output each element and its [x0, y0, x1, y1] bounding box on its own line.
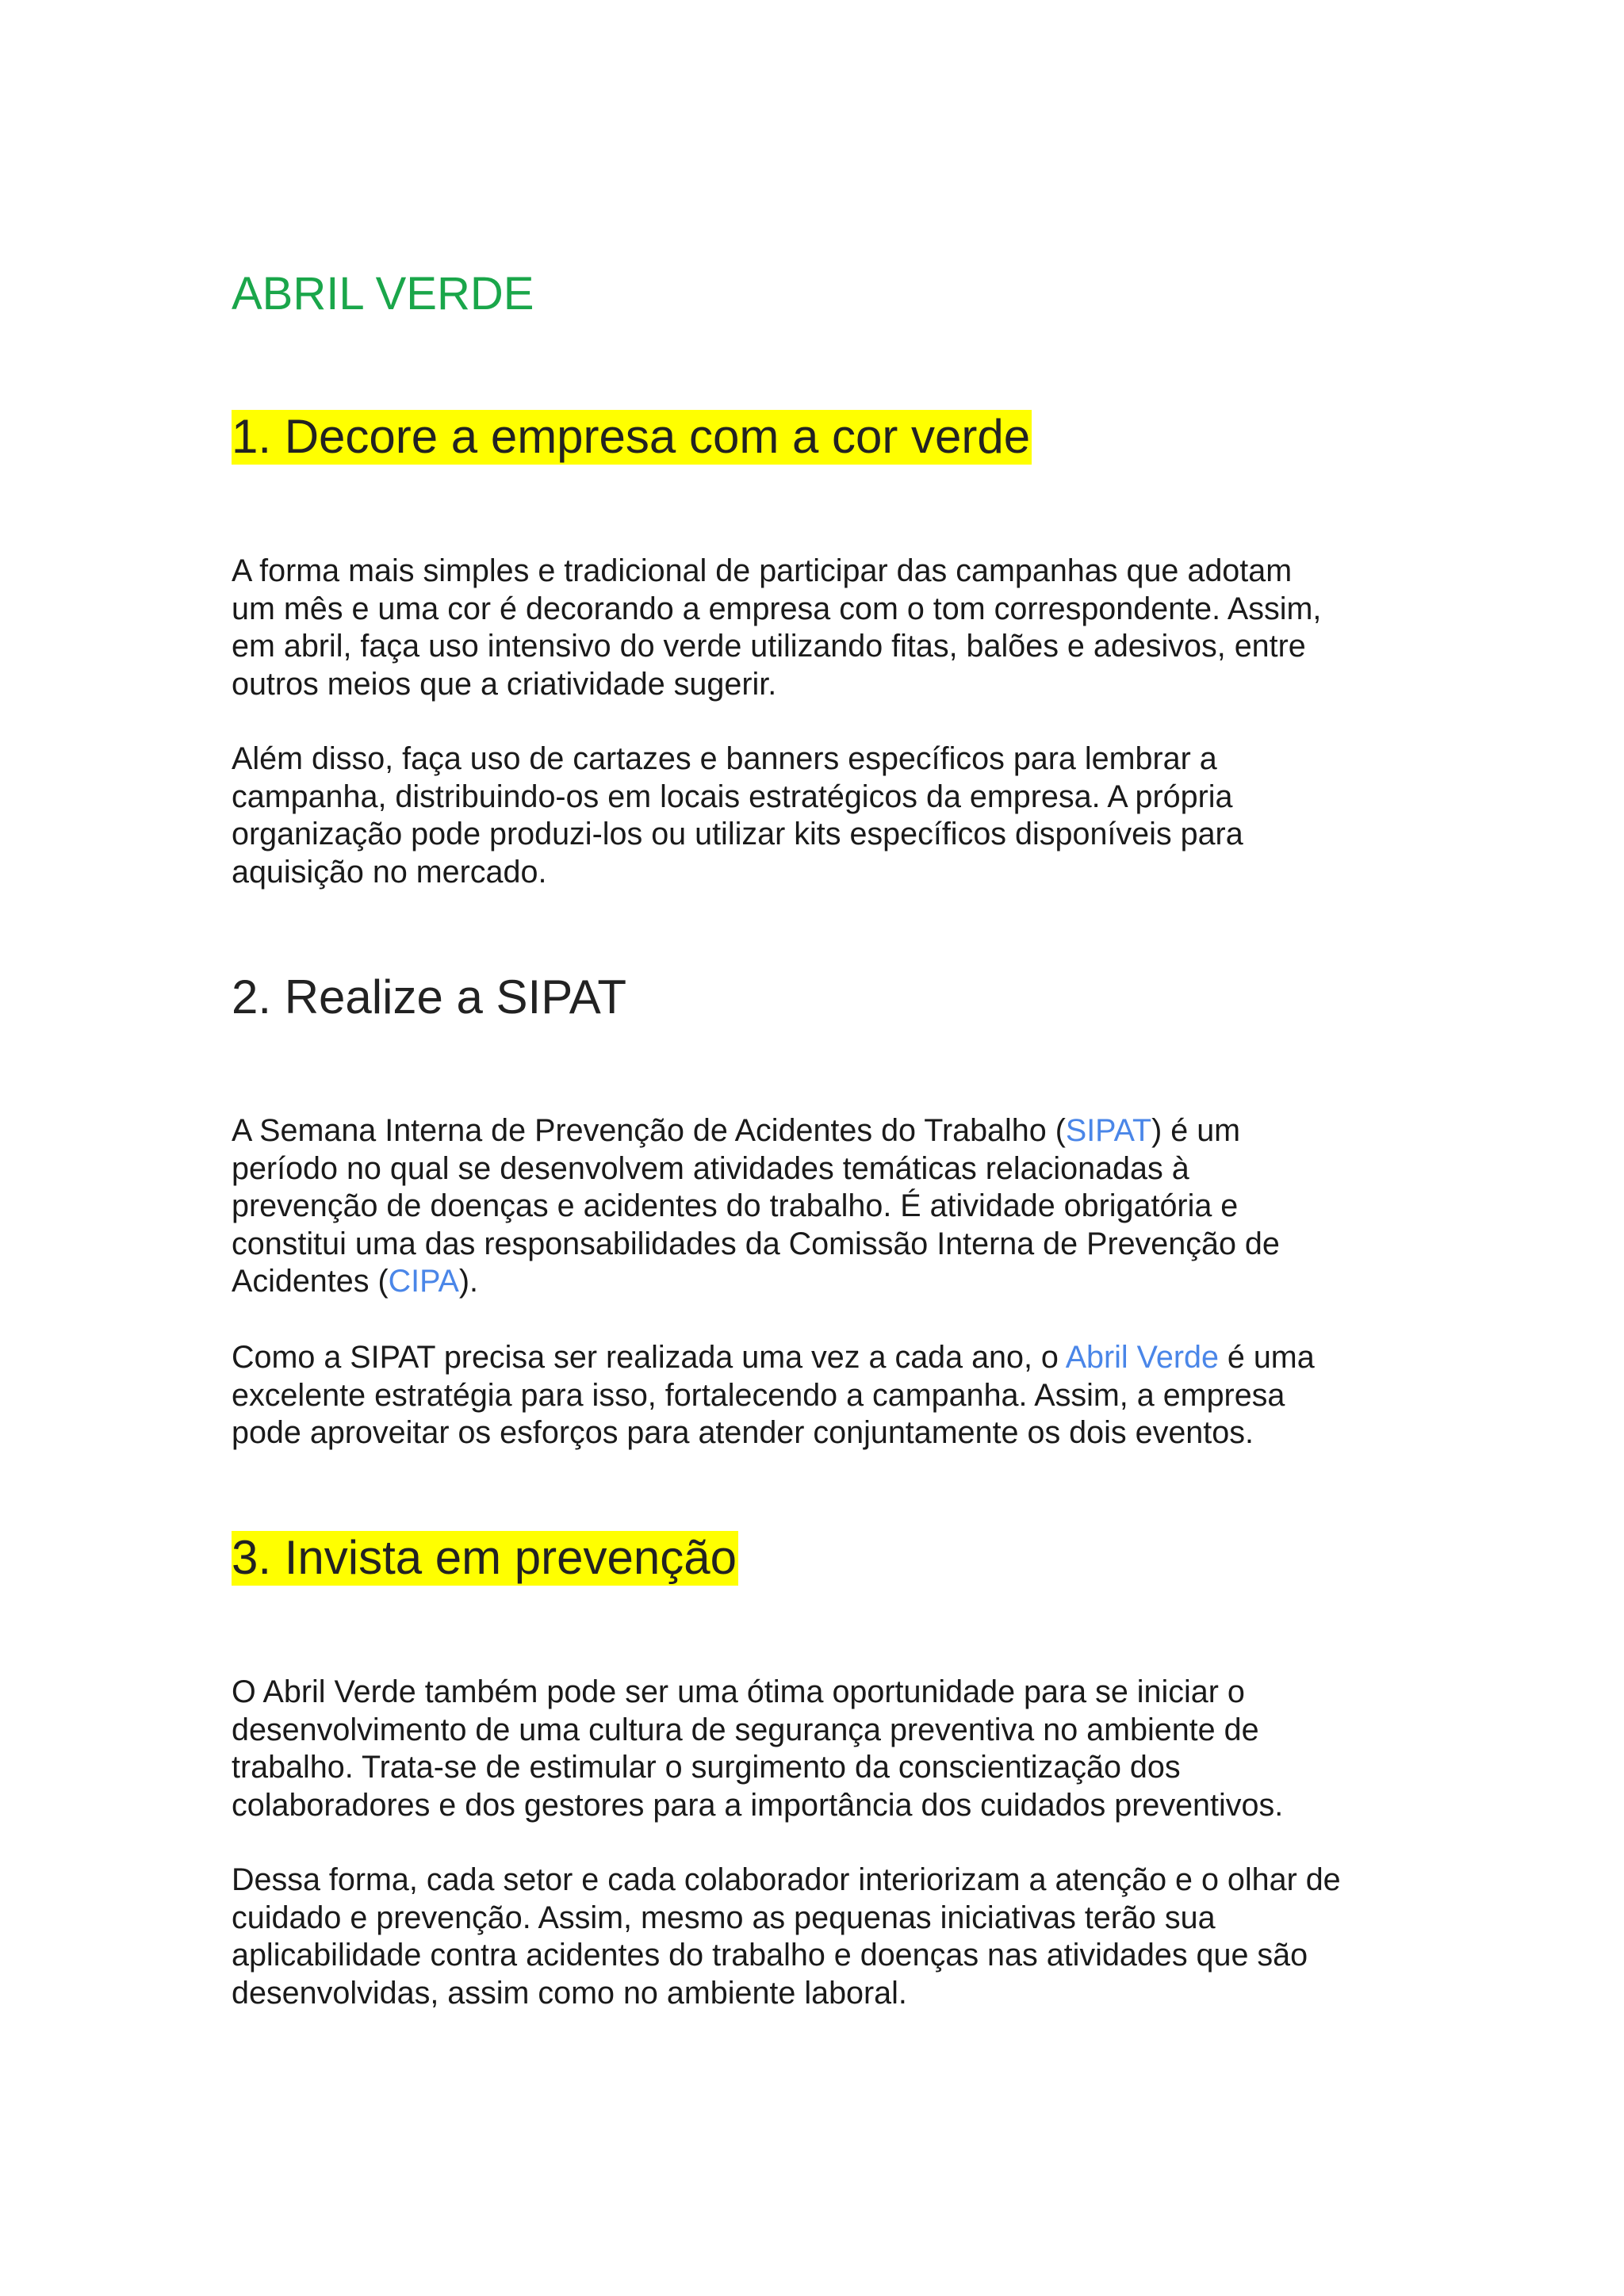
paragraph-line: [232, 1112, 1405, 1150]
paragraph-line: aquisição no mercado.: [232, 854, 547, 890]
text-run: Como a SIPAT precisa ser realizada uma vez a cada ano, o: [232, 1340, 1066, 1375]
document-title: ABRIL VERDE: [232, 268, 534, 320]
section-2-paragraph-1: [232, 1112, 1405, 1301]
paragraph-line: período no qual se desenvolvem atividades temáticas relacionadas à: [232, 1150, 1189, 1186]
paragraph-line: desenvolvimento de uma cultura de segurança preventiva no ambiente de: [232, 1712, 1259, 1747]
text-run: ) é um: [1151, 1113, 1241, 1148]
abril-verde-link[interactable]: Abril Verde: [1065, 1340, 1219, 1375]
paragraph-line: outros meios que a criatividade sugerir.: [232, 666, 777, 702]
section-heading-2: 2. Realize a SIPAT: [232, 970, 626, 1024]
paragraph-line: campanha, distribuindo-os em locais estratégicos da empresa. A própria: [232, 779, 1233, 814]
text-run: A Semana Interna de Prevenção de Acidentes do Trabalho (: [232, 1113, 1066, 1148]
text-run: é uma: [1218, 1340, 1315, 1375]
paragraph-line: aplicabilidade contra acidentes do trabalho e doenças nas atividades que são: [232, 1938, 1308, 1973]
paragraph-line: Dessa forma, cada setor e cada colaborador interiorizam a atenção e o olhar de: [232, 1862, 1341, 1897]
section-heading-1: [232, 408, 1032, 465]
section-3-paragraph-2: [232, 1862, 1405, 2012]
paragraph-line: A forma mais simples e tradicional de participar das campanhas que adotam: [232, 553, 1293, 588]
section-heading-1-text: 1. Decore a empresa com a cor verde: [232, 410, 1031, 463]
section-1-paragraph-1: [232, 553, 1405, 703]
paragraph-line: desenvolvidas, assim como no ambiente laboral.: [232, 1975, 907, 2011]
section-2-paragraph-2: [232, 1339, 1405, 1452]
paragraph-line: em abril, faça uso intensivo do verde utilizando fitas, balões e adesivos, entre: [232, 629, 1306, 664]
section-3-paragraph-1: [232, 1674, 1405, 1824]
text-run: ).: [458, 1264, 479, 1299]
paragraph-line: pode aproveitar os esforços para atender conjuntamente os dois eventos.: [232, 1415, 1254, 1450]
paragraph-line: [232, 1339, 1405, 1377]
paragraph-line: Além disso, faça uso de cartazes e banners específicos para lembrar a: [232, 741, 1217, 776]
paragraph-line: cuidado e prevenção. Assim, mesmo as pequenas iniciativas terão sua: [232, 1900, 1216, 1935]
paragraph-line: excelente estratégia para isso, fortalecendo a campanha. Assim, a empresa: [232, 1377, 1285, 1413]
paragraph-line: prevenção de doenças e acidentes do trabalho. É atividade obrigatória e: [232, 1188, 1239, 1223]
cipa-link[interactable]: CIPA: [388, 1264, 459, 1299]
section-heading-3-text: 3. Invista em prevenção: [232, 1531, 737, 1584]
paragraph-line: um mês e uma cor é decorando a empresa com o tom correspondente. Assim,: [232, 591, 1322, 626]
paragraph-line: organização pode produzi-los ou utilizar kits específicos disponíveis para: [232, 817, 1243, 851]
paragraph-line: [232, 1263, 1405, 1301]
section-1-paragraph-2: [232, 740, 1405, 891]
paragraph-line: colaboradores e dos gestores para a importância dos cuidados preventivos.: [232, 1787, 1284, 1823]
text-run: Acidentes (: [232, 1264, 389, 1299]
sipat-link[interactable]: SIPAT: [1065, 1113, 1152, 1148]
paragraph-line: O Abril Verde também pode ser uma ótima oportunidade para se iniciar o: [232, 1674, 1245, 1709]
paragraph-line: constitui uma das responsabilidades da Comissão Interna de Prevenção de: [232, 1226, 1280, 1261]
paragraph-line: trabalho. Trata-se de estimular o surgimento da conscientização dos: [232, 1750, 1181, 1785]
section-heading-3: [232, 1529, 738, 1586]
